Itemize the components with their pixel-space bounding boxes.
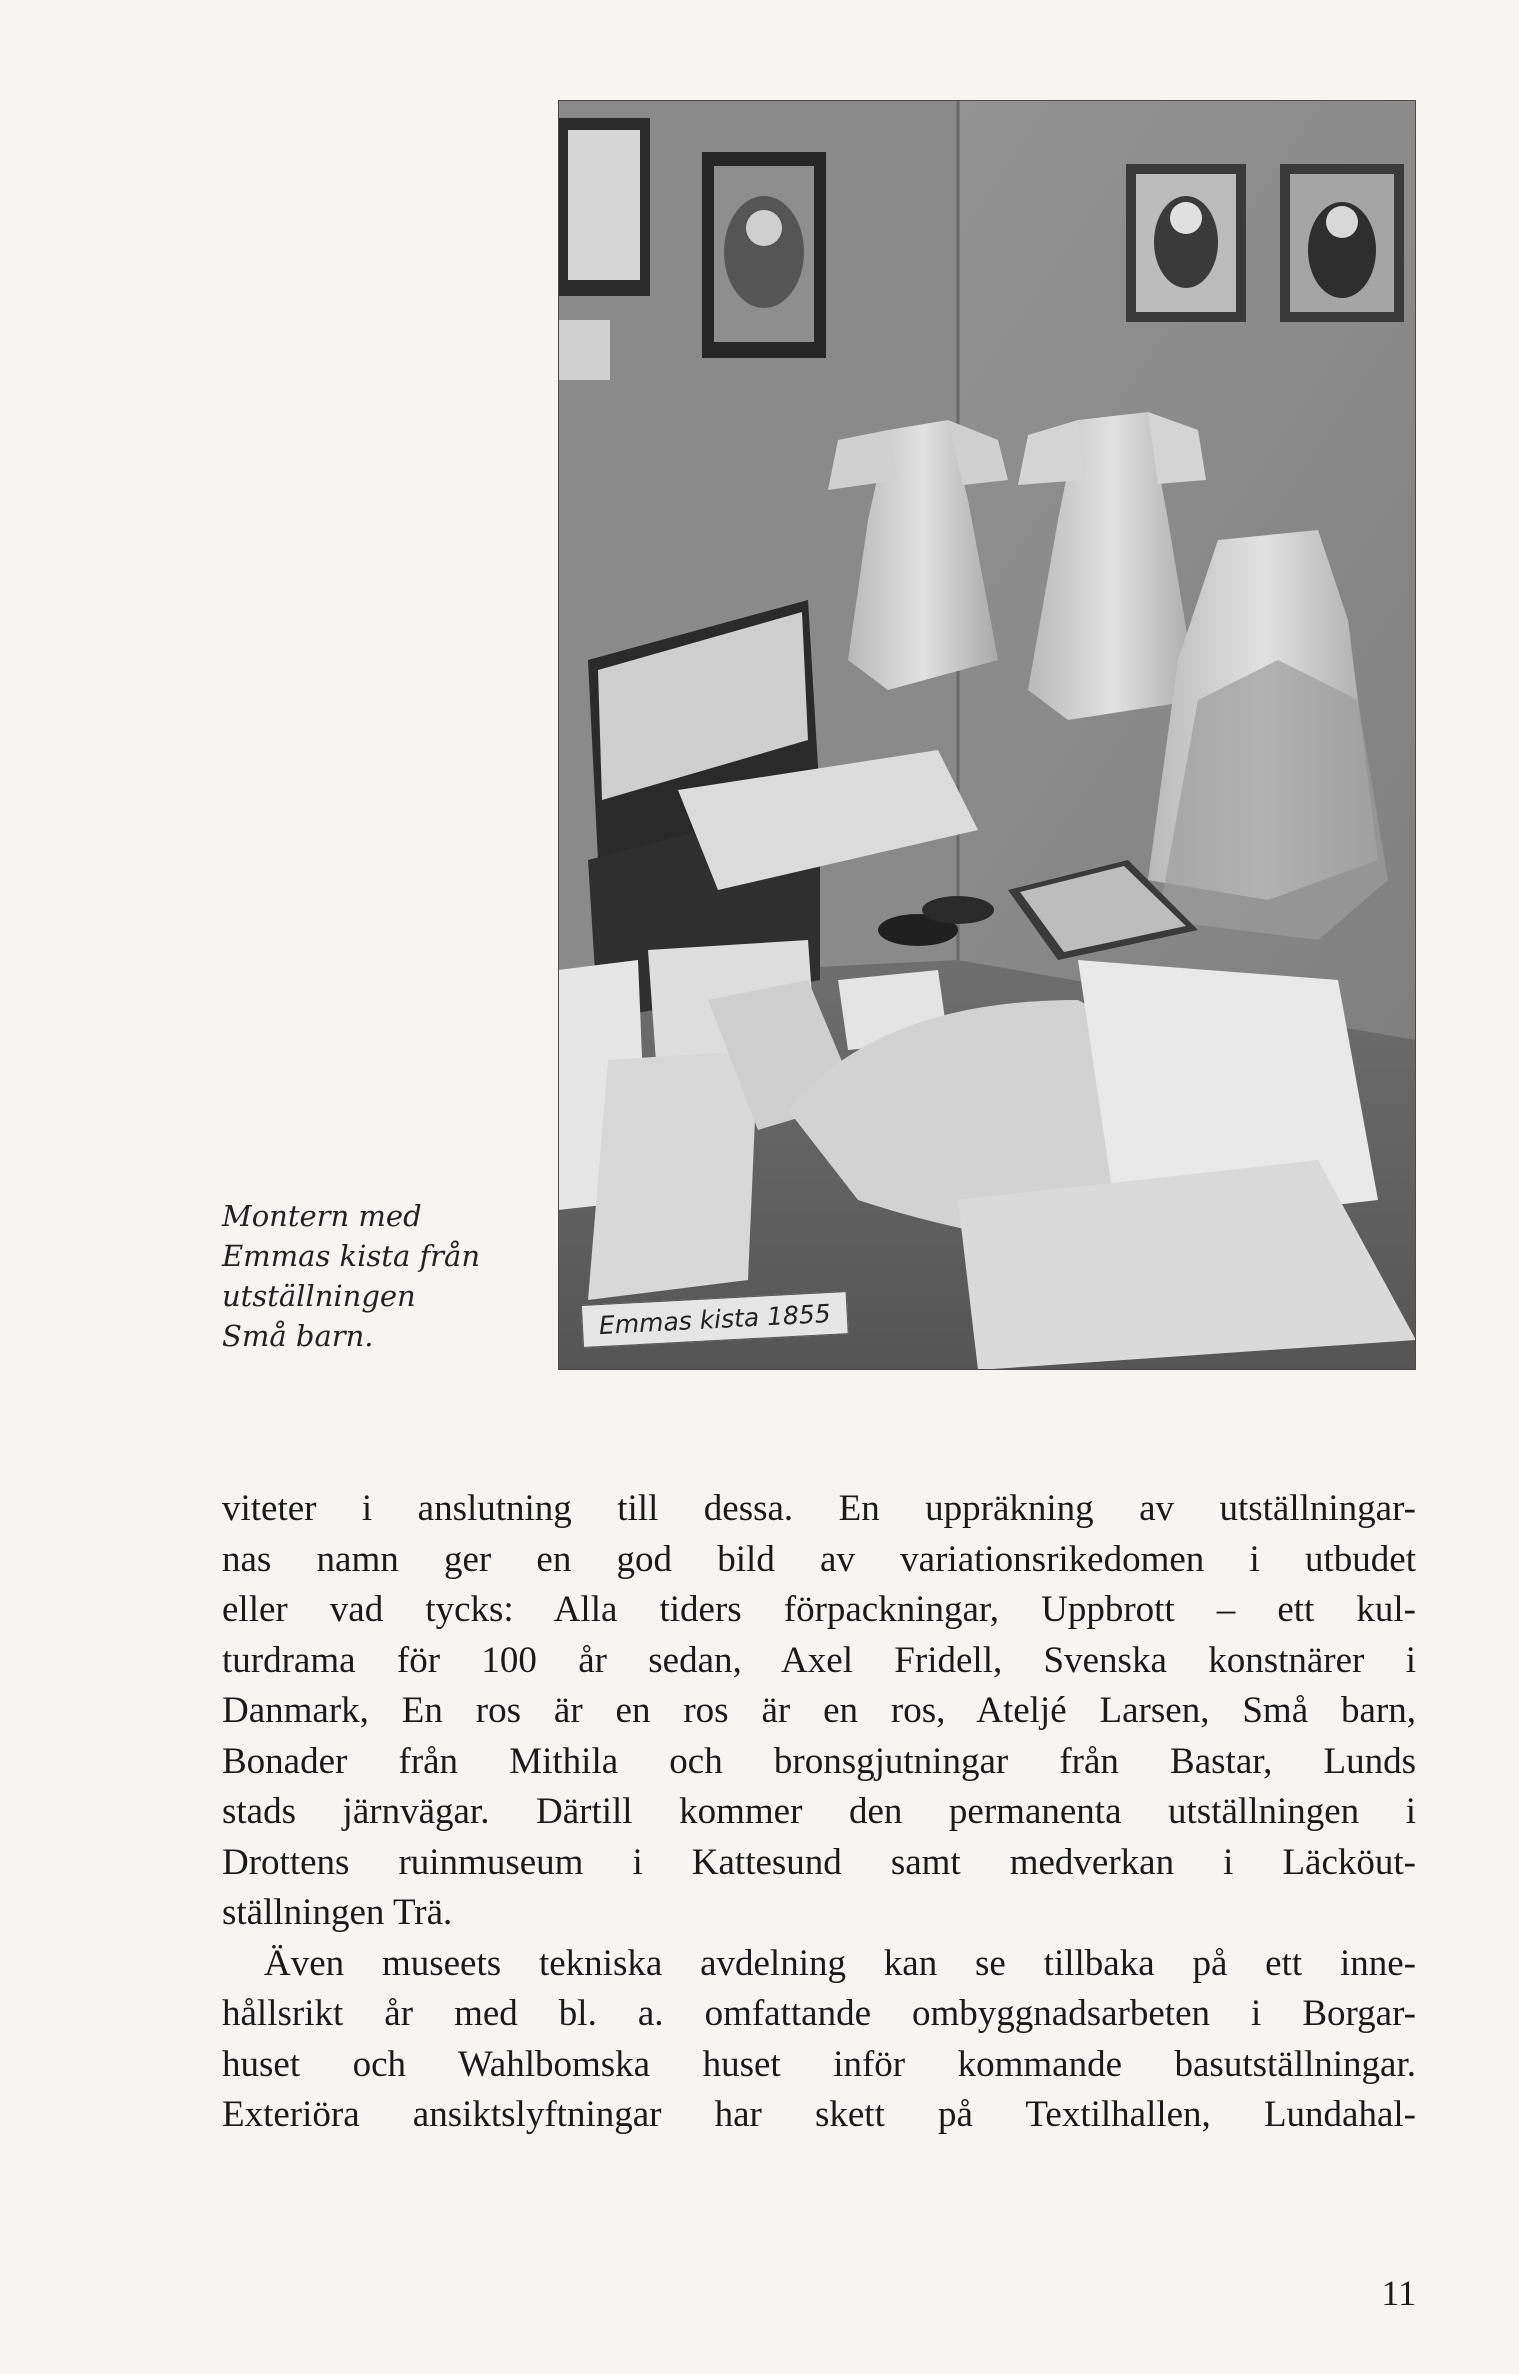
caption-line: utställningen bbox=[222, 1279, 416, 1313]
text-line: hållsrikt år med bl. a. omfattande ombyggnadsarbeten i Borgar- bbox=[222, 1993, 1416, 2034]
exhibition-photo-illustration bbox=[558, 100, 1416, 1370]
text-line: turdrama för 100 år sedan, Axel Fridell, Svenska konstnärer i bbox=[222, 1639, 1416, 1681]
text-line: Exteriöra ansiktslyftningar har skett på Textilhallen, Lundahal- bbox=[222, 2094, 1416, 2135]
text-line: Bonader från Mithila och bronsgjutningar från Bastar, Lunds bbox=[222, 1740, 1416, 1782]
caption-line: Emmas kista från bbox=[222, 1239, 481, 1273]
text-line: viteter i anslutning till dessa. En uppräkning av utställningar- bbox=[222, 1488, 1416, 1529]
text-line: huset och Wahlbomska huset inför kommande basutställningar. bbox=[222, 2043, 1416, 2085]
caption-line: Montern med bbox=[222, 1199, 422, 1233]
text-line: Danmark, En ros är en ros är en ros, Ateljé Larsen, Små barn, bbox=[222, 1690, 1416, 1731]
paragraph-1 bbox=[222, 1484, 1416, 1939]
text-line: nas namn ger en god bild av variationsrikedomen i utbudet bbox=[222, 1538, 1416, 1580]
caption-line: Små barn. bbox=[222, 1319, 374, 1353]
paragraph-2 bbox=[222, 1939, 1416, 2141]
body-text bbox=[222, 1484, 1416, 2141]
text-line: eller vad tycks: Alla tiders förpackningar, Uppbrott – ett kul- bbox=[222, 1589, 1416, 1630]
exhibition-photo bbox=[558, 100, 1416, 1370]
text-line: ställningen Trä. bbox=[222, 1892, 453, 1933]
photo-caption bbox=[222, 1196, 552, 1356]
text-line: Drottens ruinmuseum i Kattesund samt medverkan i Läcköut- bbox=[222, 1841, 1416, 1883]
page-number: 11 bbox=[1381, 2273, 1416, 2313]
text-line: Även museets tekniska avdelning kan se tillbaka på ett inne- bbox=[264, 1942, 1416, 1984]
photo-label: Emmas kista 1855 bbox=[581, 1291, 849, 1348]
text-line: stads järnvägar. Därtill kommer den permanenta utställningen i bbox=[222, 1791, 1416, 1832]
